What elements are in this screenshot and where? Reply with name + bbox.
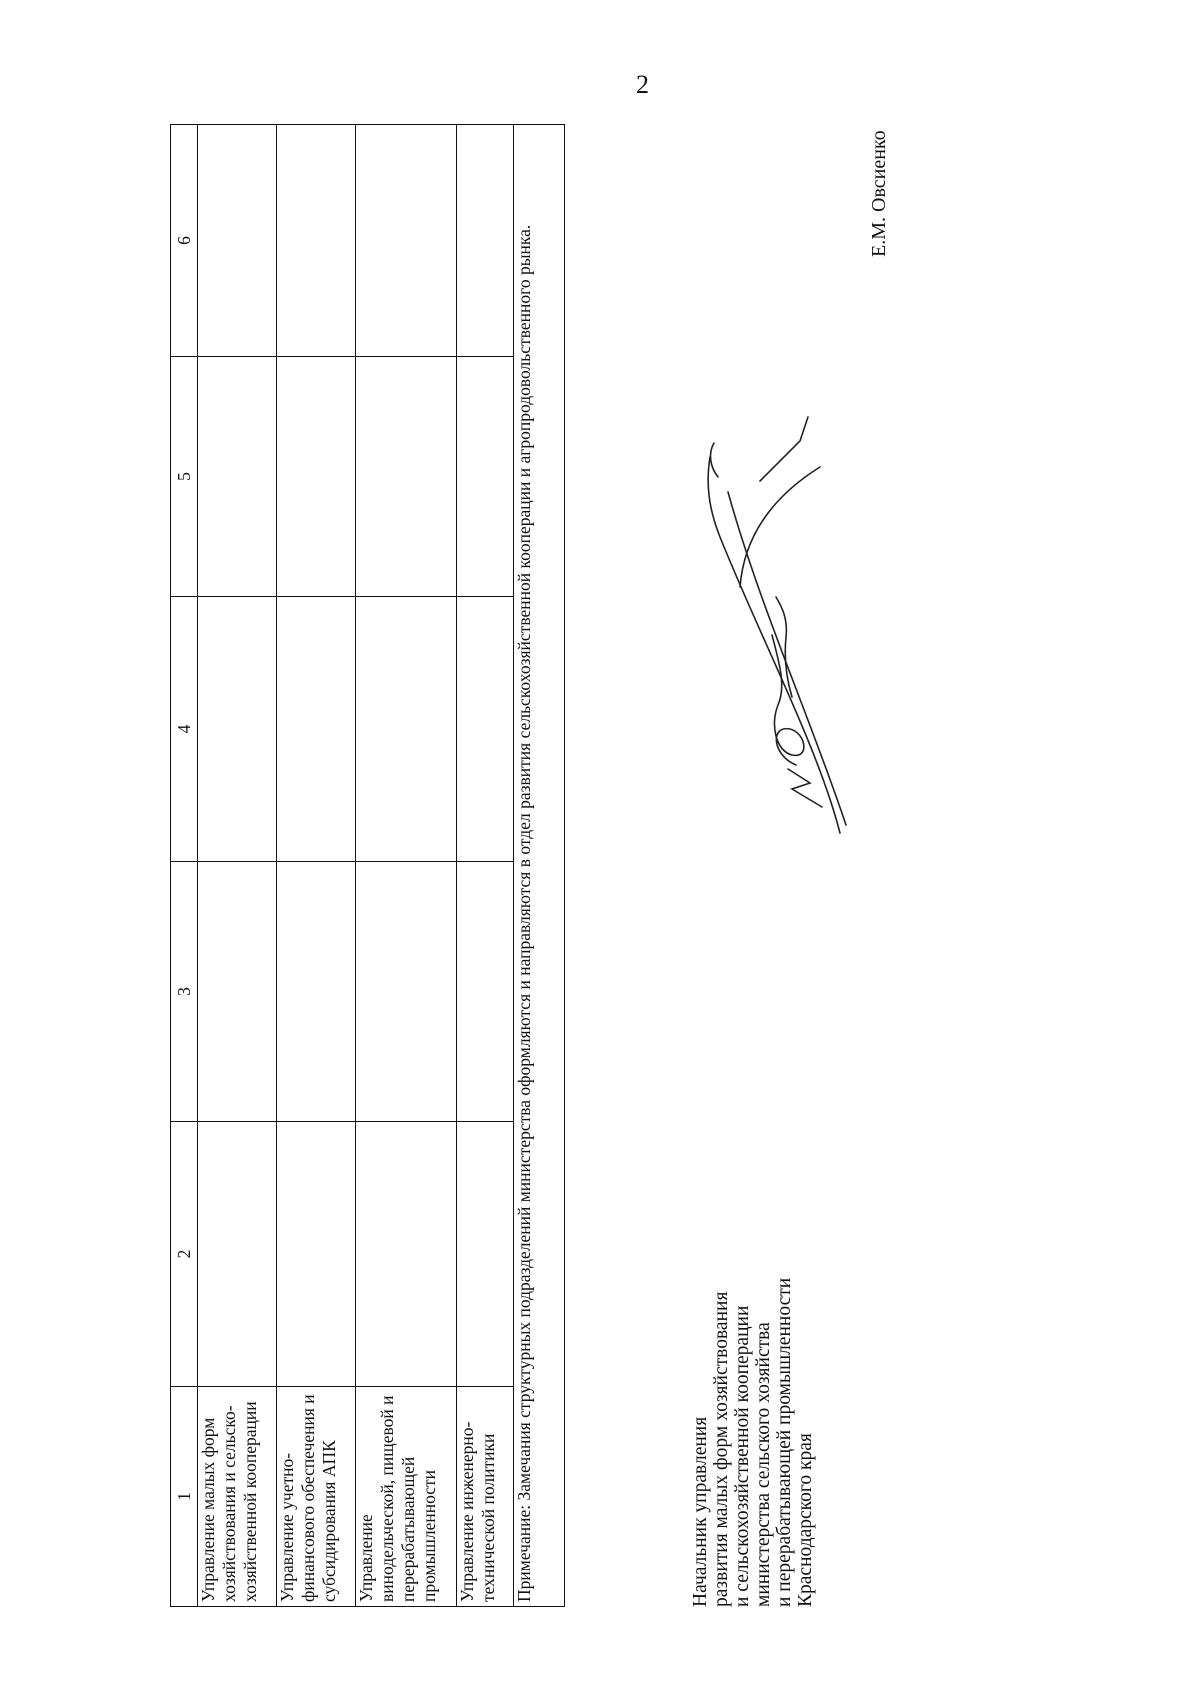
signer-name: Е.М. Овсиенко xyxy=(868,130,890,257)
empty-cell xyxy=(457,125,514,357)
page-number: 2 xyxy=(636,70,649,99)
departments-table xyxy=(170,124,565,1607)
empty-cell xyxy=(457,597,514,862)
empty-cell xyxy=(356,597,457,862)
table-note-row xyxy=(514,125,565,1607)
table-note: Примечание: Замечания структурных подразделений министерства оформляются и направляются в отдел развития сельскохозяйственной кооперации и агропродовольственного рынка. xyxy=(514,125,565,1607)
col-header: 2 xyxy=(171,1122,198,1387)
col-header: 5 xyxy=(171,357,198,597)
table-row xyxy=(356,125,457,1607)
empty-cell xyxy=(277,862,356,1122)
empty-cell xyxy=(457,357,514,597)
col-header: 6 xyxy=(171,125,198,357)
signer-position: Начальник управления развития малых форм хозяйствования и сельскохозяйственной кооперации министерства сельского хозяйства и перерабатывающей промышленности Краснодарского края xyxy=(690,1277,816,1607)
empty-cell xyxy=(198,1122,277,1387)
empty-cell xyxy=(457,862,514,1122)
table-row xyxy=(457,125,514,1607)
empty-cell xyxy=(198,357,277,597)
empty-cell xyxy=(356,1122,457,1387)
table-row xyxy=(277,125,356,1607)
empty-cell xyxy=(198,597,277,862)
empty-cell xyxy=(277,357,356,597)
empty-cell xyxy=(356,357,457,597)
col-header: 3 xyxy=(171,862,198,1122)
department-cell: Управление учетно-финансового обеспечения и субсидирования АПК xyxy=(277,1387,356,1607)
empty-cell xyxy=(277,125,356,357)
empty-cell xyxy=(198,125,277,357)
signature-image xyxy=(700,397,850,837)
table-row xyxy=(198,125,277,1607)
empty-cell xyxy=(198,862,277,1122)
empty-cell xyxy=(356,125,457,357)
department-cell: Управление инженерно-технической политики xyxy=(457,1387,514,1607)
col-header: 4 xyxy=(171,597,198,862)
table-header-row xyxy=(171,125,198,1607)
col-header: 1 xyxy=(171,1387,198,1607)
empty-cell xyxy=(277,1122,356,1387)
empty-cell xyxy=(356,862,457,1122)
department-cell: Управление малых форм хозяйствования и сельско-хозяйственной кооперации xyxy=(198,1387,277,1607)
empty-cell xyxy=(457,1122,514,1387)
department-cell: Управление винодельческой, пищевой и перерабатывающей промышленности xyxy=(356,1387,457,1607)
empty-cell xyxy=(277,597,356,862)
